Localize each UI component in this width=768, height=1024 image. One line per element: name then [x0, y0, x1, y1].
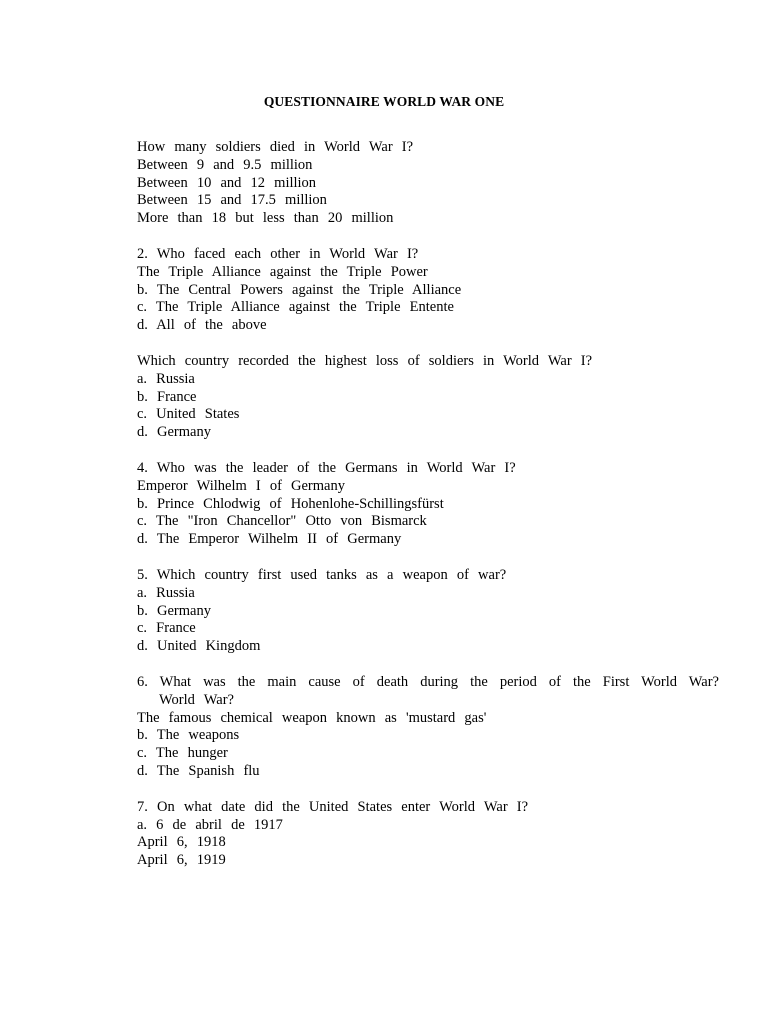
- answer-option: c. United States: [137, 406, 240, 423]
- answer-option: b. France: [137, 388, 197, 405]
- question-text: 6. What was the main cause of death during the period of the First World War?: [137, 673, 719, 690]
- question-block-3: [137, 353, 719, 442]
- answer-option: b. The weapons: [137, 727, 240, 744]
- answer-option: d. Germany: [137, 424, 211, 441]
- answer-option: b. The Central Powers against the Triple Alliance: [137, 281, 462, 298]
- question-text: 5. Which country first used tanks as a weapon of war?: [137, 566, 507, 583]
- answer-option: April 6, 1919: [137, 852, 226, 869]
- question-block-5: [137, 567, 719, 656]
- question-text: 2. Who faced each other in World War I?: [137, 245, 419, 262]
- question-text: Which country recorded the highest loss of soldiers in World War I?: [137, 352, 593, 369]
- answer-option: a. Russia: [137, 584, 195, 601]
- answer-option: d. All of the above: [137, 317, 267, 334]
- question-block-2: [137, 246, 719, 335]
- answer-option: d. The Emperor Wilhelm II of Germany: [137, 531, 402, 548]
- question-text: 4. Who was the leader of the Germans in World War I?: [137, 459, 516, 476]
- question-text-continuation: World War?: [159, 691, 234, 708]
- question-block-7: [137, 799, 719, 870]
- answer-option: The famous chemical weapon known as 'mustard gas': [137, 709, 487, 726]
- questionnaire: [137, 139, 719, 888]
- answer-option: More than 18 but less than 20 million: [137, 210, 394, 227]
- question-block-6: [137, 674, 719, 781]
- answer-option: c. The "Iron Chancellor" Otto von Bismarck: [137, 513, 427, 530]
- question-text: How many soldiers died in World War I?: [137, 139, 414, 155]
- answer-option: Between 10 and 12 million: [137, 174, 317, 191]
- answer-option: c. The hunger: [137, 745, 228, 762]
- answer-option: d. The Spanish flu: [137, 762, 260, 779]
- answer-option: c. France: [137, 620, 196, 637]
- answer-option: b. Prince Chlodwig of Hohenlohe-Schillingsfürst: [137, 495, 444, 512]
- question-block-4: [137, 460, 719, 549]
- answer-option: April 6, 1918: [137, 834, 226, 851]
- answer-option: d. United Kingdom: [137, 638, 261, 655]
- page-title: QUESTIONNAIRE WORLD WAR ONE: [263, 94, 505, 109]
- answer-option: Between 9 and 9.5 million: [137, 156, 313, 173]
- answer-option: a. Russia: [137, 370, 195, 387]
- answer-option: c. The Triple Alliance against the Triple Entente: [137, 299, 454, 316]
- question-block-1: [137, 139, 719, 228]
- answer-option: a. 6 de abril de 1917: [137, 816, 283, 833]
- answer-option: b. Germany: [137, 602, 211, 619]
- answer-option: Between 15 and 17.5 million: [137, 192, 327, 209]
- question-text: 7. On what date did the United States enter World War I?: [137, 798, 529, 815]
- answer-option: Emperor Wilhelm I of Germany: [137, 477, 345, 494]
- answer-option: The Triple Alliance against the Triple Power: [137, 263, 428, 280]
